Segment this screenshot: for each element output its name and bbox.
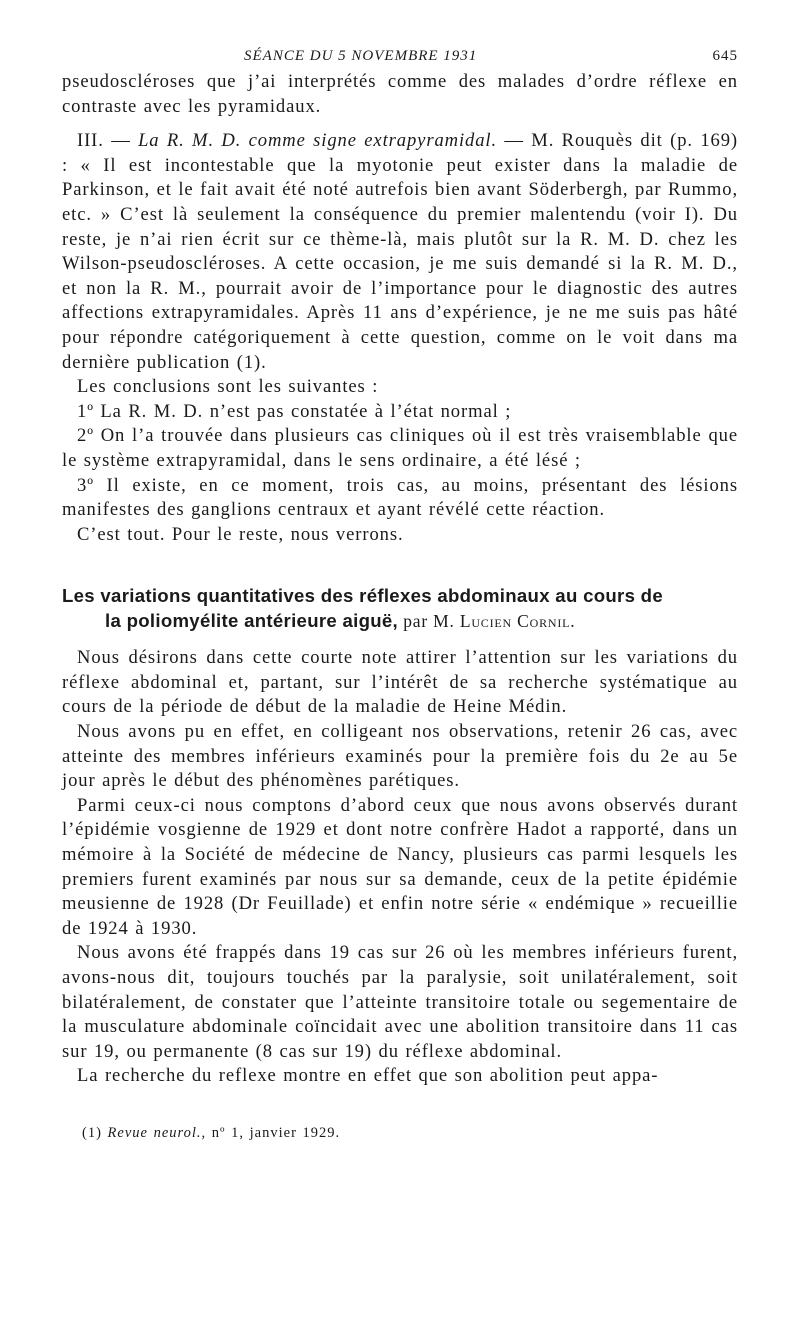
section-text: — M. Rouquès dit (p. 169) : « Il est incontestable que la myotonie peut exister dans la maladie de Parkinson, et le fait avait été noté autrefois bien avant Söderbergh, par Rummo, etc. » C’est là seulement la conséquence du premier malentendu (voir I). Du reste, je n’ai rien écrit sur ce thème-là, mais plutôt sur la R. M. D. chez les Wilson-pseudoscléroses. A cette occasion, je me suis demandé si la R. M. D., et non la R. M., pourrait avoir de l’importance pour le diagnostic des autres affections extrapyramidales. Après 11 ans d’expérience, je ne me suis pas hâté pour répondre catégoriquement à cette question, comme on le voit dans ma dernière publication (1). xyxy=(62,130,738,373)
paragraph: Nous avons été frappés dans 19 cas sur 26 où les membres inférieurs furent, avons-nous dit, toujours touchés par la paralysie, soit unilatéralement, soit bilatéralement, de constater que l’atteinte transitoire totale ou segementaire de la musculature abdominale coïncidait avec une abolition transitoire dans 11 cas sur 19, ou permanente (8 cas sur 19) du réflexe abdominal. xyxy=(62,942,738,1062)
paragraph: Nous désirons dans cette courte note attirer l’attention sur les variations du réflexe abdominal et, partant, sur l’intérêt de sa recherche systématique au cours de la période de début de la maladie de Heine Médin. xyxy=(62,647,738,718)
footnote xyxy=(62,1123,738,1143)
paragraph: C’est tout. Pour le reste, nous verrons. xyxy=(77,523,404,545)
conclusion-item: 1º La R. M. D. n’est pas constatée à l’état normal ; xyxy=(77,400,512,422)
title-line-2-text: la poliomyélite antérieure aiguë, xyxy=(105,610,399,632)
page xyxy=(62,44,738,1143)
section-heading: La R. M. D. comme signe extrapyramidal. xyxy=(138,130,498,152)
running-title: SÉANCE DU 5 NOVEMBRE 1931 xyxy=(244,48,478,64)
page-number: 645 xyxy=(712,48,738,64)
section-label: III. — xyxy=(77,130,139,152)
conclusion-item: 3º Il existe, en ce moment, trois cas, au moins, présentant des lésions manifestes des ganglions centraux et ayant révélé cette réaction. xyxy=(62,474,738,521)
article-body xyxy=(62,646,738,1089)
article-title xyxy=(62,583,738,634)
author-name: Lucien Cornil. xyxy=(459,611,576,632)
paragraph: Nous avons pu en effet, en colligeant nos observations, retenir 26 cas, avec atteinte des membres inférieurs examinés pour la première fois du 2e au 5e jour après le début des phénomènes parétiques. xyxy=(62,721,738,792)
title-line-2 xyxy=(62,608,738,634)
paragraph: Parmi ceux-ci nous comptons d’abord ceux que nous avons observés durant l’épidémie vosgienne de 1929 et dont notre confrère Hadot a rapporté, dans un mémoire à la Société de médecine de Nancy, plusieurs cas parmi lesquels les premiers furent examinés par nous sur sa demande, ceux de la petite épidémie meusienne de 1928 (Dr Feuillade) et enfin notre série « endémique » recueillie de 1924 à 1930. xyxy=(62,794,738,939)
footnote-rest: , nº 1, janvier 1929. xyxy=(201,1124,341,1141)
running-head xyxy=(62,44,738,70)
paragraph-section-iii xyxy=(62,129,738,375)
paragraph: pseudoscléroses que j’ai interprétés comme des malades d’ordre réflexe en contraste avec les pyramidaux. xyxy=(62,71,738,117)
paragraph: Les conclusions sont les suivantes : xyxy=(77,376,379,398)
footnote-journal: Revue neurol. xyxy=(107,1124,202,1141)
title-line-1: Les variations quantitatives des réflexes abdominaux au cours de xyxy=(62,585,663,607)
conclusion-item: 2º On l’a trouvée dans plusieurs cas cliniques où il est très vraisemblable que le système extrapyramidal, dans le sens ordinaire, a été lésé ; xyxy=(62,425,738,471)
author-prefix: par M. xyxy=(398,611,460,632)
previous-article-continuation xyxy=(62,70,738,547)
paragraph: La recherche du reflexe montre en effet que son abolition peut appa- xyxy=(77,1065,659,1087)
footnote-marker: (1) xyxy=(82,1124,108,1141)
